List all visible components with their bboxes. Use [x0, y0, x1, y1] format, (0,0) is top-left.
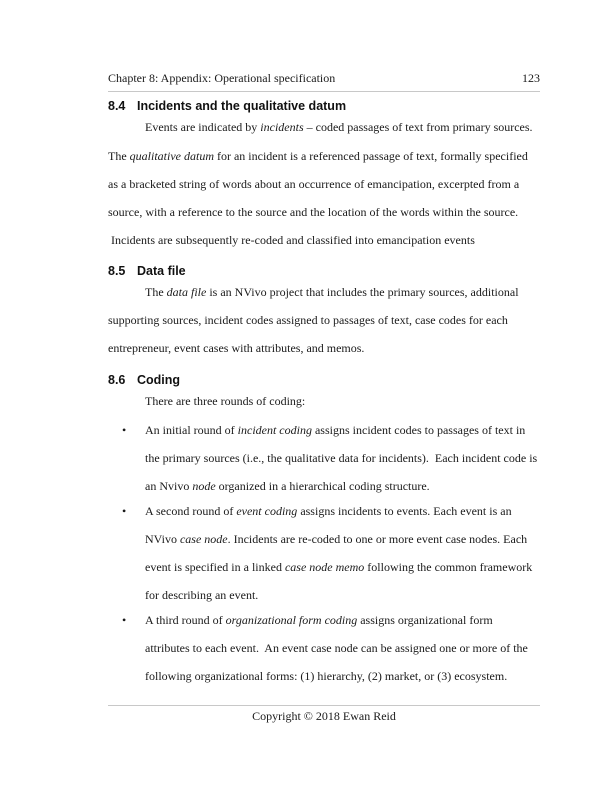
paragraph-line: entrepreneur, event cases with attributes, and memos.: [108, 341, 365, 355]
emphasis-term: case node memo: [284, 560, 365, 574]
paragraph-line: as a bracketed string of words about an occurrence of emancipation, excerpted from a: [108, 177, 520, 191]
emphasis-term: node: [192, 479, 216, 493]
paragraph-line: Events are indicated by incidents – coded passages of text from primary sources.: [145, 120, 533, 134]
list-item-line: A third round of organizational form coding assigns organizational form: [145, 613, 493, 627]
emphasis-term: organizational form coding: [225, 613, 358, 627]
emphasis-term: event coding: [236, 504, 298, 518]
chapter-title: Chapter 8: Appendix: Operational specification: [108, 71, 336, 85]
section-title: Data file: [137, 264, 186, 278]
section-heading-8-4: [108, 98, 346, 114]
bullet-marker: •: [122, 504, 127, 518]
emphasis-term: incident coding: [237, 423, 312, 437]
section-number: 8.6: [108, 373, 126, 387]
list-item-line: the primary sources (i.e., the qualitative data for incidents). Each incident code is: [145, 451, 538, 465]
emphasis-term: case node: [179, 532, 228, 546]
page-number: 123: [522, 71, 540, 85]
footer-rule: [108, 705, 540, 706]
paragraph-line: The qualitative datum for an incident is a referenced passage of text, formally specified: [108, 149, 528, 163]
paragraph-line: There are three rounds of coding:: [145, 394, 306, 408]
emphasis-term: incidents: [260, 120, 304, 134]
list-item-line: An initial round of incident coding assigns incident codes to passages of text in: [145, 423, 526, 437]
bullet-marker: •: [122, 613, 127, 627]
list-item-line: for describing an event.: [145, 588, 259, 602]
bullet-marker: •: [122, 423, 127, 437]
emphasis-term: data file: [166, 285, 207, 299]
emphasis-term: qualitative datum: [129, 149, 214, 163]
list-item-line: A second round of event coding assigns incidents to events. Each event is an: [145, 504, 512, 518]
section-heading-8-6: [108, 372, 180, 388]
list-item-line: NVivo case node. Incidents are re-coded to one or more event case nodes. Each: [145, 532, 528, 546]
list-item-line: an Nvivo node organized in a hierarchical coding structure.: [145, 479, 430, 493]
paragraph-line: supporting sources, incident codes assigned to passages of text, case codes for each: [108, 313, 508, 327]
list-item-line: following organizational forms: (1) hierarchy, (2) market, or (3) ecosystem.: [145, 669, 508, 683]
list-item-line: event is specified in a linked case node memo following the common framework: [145, 560, 533, 574]
section-number: 8.5: [108, 264, 126, 278]
paragraph-line: source, with a reference to the source and the location of the words within the source.: [108, 205, 519, 219]
running-header: [108, 71, 540, 85]
header-rule: [108, 91, 540, 92]
list-item-line: attributes to each event. An event case node can be assigned one or more of the: [145, 641, 528, 655]
copyright-footer: Copyright © 2018 Ewan Reid: [252, 709, 396, 723]
section-number: 8.4: [108, 99, 126, 113]
section-title: Coding: [137, 373, 181, 387]
section-title: Incidents and the qualitative datum: [137, 99, 347, 113]
section-heading-8-5: [108, 263, 186, 279]
paragraph-line: Incidents are subsequently re-coded and classified into emancipation events: [108, 233, 475, 247]
paragraph-line: The data file is an NVivo project that includes the primary sources, additional: [145, 285, 519, 299]
